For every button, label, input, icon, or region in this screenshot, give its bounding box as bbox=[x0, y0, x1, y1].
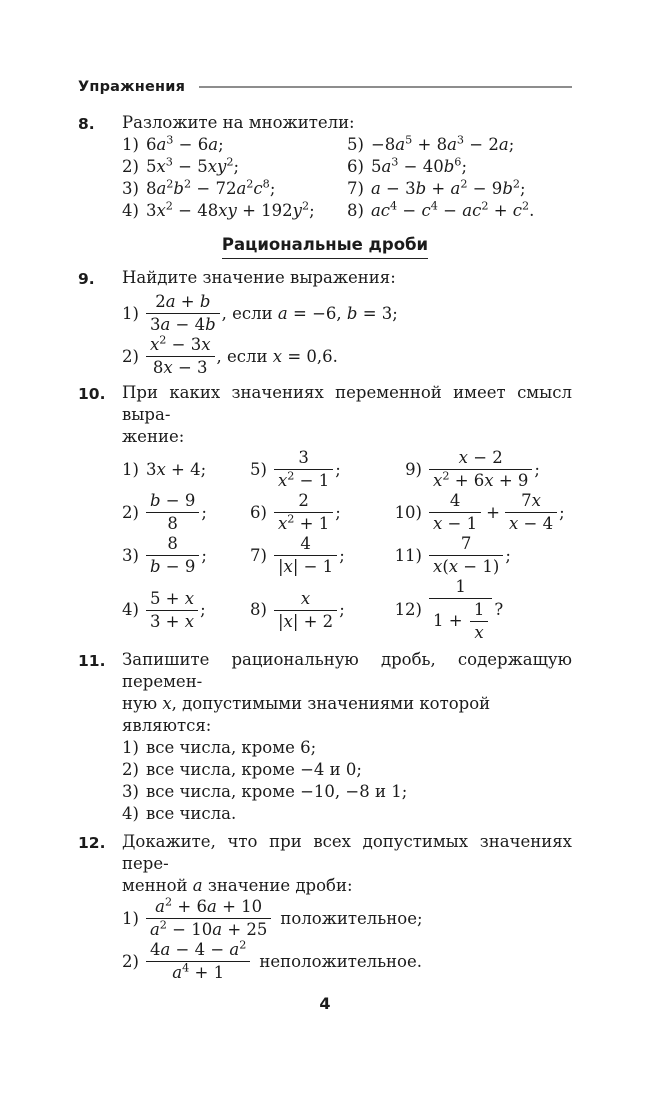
item-label: 7) bbox=[347, 179, 364, 198]
item-punctuation: ; bbox=[201, 545, 207, 565]
exercise-item bbox=[122, 737, 572, 759]
fraction-numerator: 8 bbox=[146, 534, 199, 556]
exercise-item bbox=[388, 534, 572, 577]
item-label: 8) bbox=[347, 201, 364, 220]
fraction-numerator: 2 bbox=[274, 491, 333, 513]
exercise-item bbox=[122, 178, 347, 200]
problem-8-right-column bbox=[347, 134, 572, 222]
exercise-item bbox=[122, 803, 572, 825]
exercise-item bbox=[122, 534, 250, 577]
math-expression: $3x^2 - 48xy + 192y^2$; bbox=[145, 199, 315, 220]
exercise-item bbox=[347, 200, 572, 222]
problem-title-line: жение: bbox=[122, 427, 185, 446]
math-expression: 3x + 4; bbox=[145, 459, 207, 479]
exercise-item bbox=[122, 134, 347, 156]
item-text: неположительное. bbox=[259, 951, 422, 971]
problem-title-line: Запишите рациональную дробь, содержащую перемен- bbox=[122, 650, 572, 691]
item-label: 1) bbox=[122, 303, 139, 323]
fraction-numerator: 1 bbox=[470, 600, 489, 622]
fraction-numerator: 1 bbox=[429, 577, 492, 599]
problem-title: Найдите значение выражения: bbox=[122, 268, 396, 287]
fraction-numerator: b − 9 bbox=[146, 491, 199, 513]
fraction-numerator: $x^2 - 3x$ bbox=[146, 335, 215, 357]
fraction-numerator: 3 bbox=[274, 448, 333, 470]
fraction bbox=[429, 577, 492, 643]
problem-8-items bbox=[122, 134, 572, 222]
page-footer bbox=[78, 983, 572, 1099]
fraction bbox=[505, 491, 557, 534]
item-label: 3) bbox=[122, 545, 139, 565]
fraction-numerator: 2a + b bbox=[146, 292, 220, 314]
fraction-denominator: $x^2 + 1$ bbox=[277, 512, 330, 533]
exercise-item bbox=[250, 448, 388, 491]
exercise-item bbox=[250, 589, 388, 632]
item-label: 4) bbox=[122, 201, 139, 220]
exercise-item bbox=[122, 781, 572, 803]
fraction bbox=[146, 292, 220, 335]
fraction bbox=[274, 534, 337, 577]
fraction-denominator: $a^2 - 10a + 25$ bbox=[149, 918, 268, 939]
item-label: 4) bbox=[122, 600, 139, 619]
fraction-numerator: $a^2 + 6a + 10$ bbox=[146, 897, 271, 919]
item-punctuation: ; bbox=[200, 600, 206, 619]
math-expression: $-8a^5 + 8a^3 - 2a$; bbox=[370, 133, 515, 154]
fraction bbox=[146, 940, 250, 983]
exercise-item bbox=[122, 451, 250, 489]
fraction bbox=[146, 534, 199, 577]
problem-8-left-column bbox=[122, 134, 347, 222]
item-label: 8) bbox=[250, 600, 267, 619]
fraction-denominator: x bbox=[474, 623, 484, 642]
item-text: все числа. bbox=[145, 804, 237, 823]
item-punctuation: ; bbox=[505, 545, 511, 565]
item-text: все числа, кроме −4 и 0; bbox=[145, 760, 362, 779]
math-expression: $a - 3b + a^2 - 9b^2$; bbox=[370, 177, 526, 198]
item-label: 12) bbox=[394, 600, 422, 619]
exercise-item bbox=[122, 200, 347, 222]
exercise-item bbox=[122, 589, 250, 632]
fraction-denominator bbox=[429, 599, 492, 643]
nested-fraction bbox=[470, 600, 489, 643]
item-label: 2) bbox=[122, 346, 139, 366]
exercise-item bbox=[122, 156, 347, 178]
exercise-item bbox=[122, 491, 250, 534]
item-label: 1) bbox=[122, 135, 139, 154]
fraction-denominator: $x^2 - 1$ bbox=[277, 469, 330, 490]
page-number: 4 bbox=[319, 994, 331, 1013]
exercise-item bbox=[347, 156, 572, 178]
fraction-numerator: x bbox=[274, 589, 337, 611]
exercise-item bbox=[122, 759, 572, 781]
item-punctuation: ; bbox=[339, 600, 345, 619]
item-label: 2) bbox=[122, 502, 139, 522]
item-label: 4) bbox=[122, 804, 139, 823]
item-label: 5) bbox=[250, 459, 267, 479]
page-header bbox=[78, 76, 572, 98]
item-label: 1) bbox=[122, 459, 139, 479]
item-label: 6) bbox=[347, 157, 364, 176]
problem-number: 10. bbox=[78, 385, 106, 403]
problem-number: 8. bbox=[78, 115, 95, 133]
item-label: 1) bbox=[122, 908, 139, 928]
item-label: 3) bbox=[122, 782, 139, 801]
item-label: 10) bbox=[394, 502, 422, 522]
fraction-numerator: $4a - 4 - a^2$ bbox=[146, 940, 250, 962]
problem-8 bbox=[78, 112, 572, 222]
fraction bbox=[146, 589, 198, 632]
fraction-numerator: 4 bbox=[429, 491, 481, 513]
item-label: 9) bbox=[405, 459, 422, 479]
exercise-item bbox=[347, 178, 572, 200]
item-label: 11) bbox=[394, 545, 422, 565]
exercise-item bbox=[388, 491, 572, 534]
item-condition: , если x = 0,6. bbox=[216, 346, 338, 366]
fraction bbox=[274, 589, 337, 632]
exercise-item bbox=[122, 292, 572, 335]
math-expression: $5x^3 - 5xy^2$; bbox=[145, 155, 240, 176]
fraction bbox=[429, 448, 532, 491]
problem-11 bbox=[78, 649, 572, 825]
problem-10-items bbox=[122, 448, 572, 643]
item-label: 1) bbox=[122, 738, 139, 757]
fraction-denominator: x(x − 1) bbox=[433, 557, 500, 576]
section-heading bbox=[78, 234, 572, 259]
fraction-denominator: |x| + 2 bbox=[277, 611, 334, 631]
fraction-numerator: 5 + x bbox=[146, 589, 198, 611]
fraction-numerator: 7x bbox=[505, 491, 557, 513]
exercise-item bbox=[122, 940, 572, 983]
item-label: 7) bbox=[250, 545, 267, 565]
exercise-item bbox=[122, 335, 572, 378]
fraction bbox=[429, 491, 481, 534]
problem-title-line: ную x, допустимыми значениями которой являются: bbox=[122, 694, 491, 735]
problem-title: Разложите на множители: bbox=[122, 113, 355, 132]
item-punctuation: ? bbox=[494, 600, 504, 619]
problem-9 bbox=[78, 267, 572, 378]
fraction-denominator: $x^2 + 6x + 9$ bbox=[433, 469, 529, 490]
item-label: 2) bbox=[122, 157, 139, 176]
exercise-item bbox=[388, 448, 572, 491]
problem-10 bbox=[78, 382, 572, 643]
fraction-denominator: $a^4 + 1$ bbox=[172, 961, 225, 982]
item-punctuation: ; bbox=[335, 502, 341, 522]
exercise-item bbox=[250, 491, 388, 534]
header-rule bbox=[199, 86, 572, 88]
math-expression: $8a^2b^2 - 72a^2c^8$; bbox=[145, 177, 276, 198]
item-text: все числа, кроме −10, −8 и 1; bbox=[145, 782, 408, 801]
item-label: 2) bbox=[122, 951, 139, 971]
fraction-denominator: 3a − 4b bbox=[149, 315, 216, 334]
item-label: 5) bbox=[347, 135, 364, 154]
math-expression: $ac^4 - c^4 - ac^2 + c^2$. bbox=[370, 199, 535, 220]
item-punctuation: ; bbox=[335, 459, 341, 479]
exercise-item bbox=[388, 577, 572, 643]
problem-number: 11. bbox=[78, 652, 106, 670]
problem-number: 9. bbox=[78, 270, 95, 288]
problem-title-line: менной a значение дроби: bbox=[122, 876, 353, 895]
problem-12 bbox=[78, 831, 572, 983]
item-punctuation: ; bbox=[534, 459, 540, 479]
item-punctuation: ; bbox=[339, 545, 345, 565]
item-condition: , если a = −6, b = 3; bbox=[221, 303, 398, 323]
fraction-denominator: 3 + x bbox=[149, 611, 195, 631]
problem-title-line: Докажите, что при всех допустимых значениях пере- bbox=[122, 832, 572, 873]
math-expression: $6a^3 - 6a$; bbox=[145, 133, 224, 154]
problem-number: 12. bbox=[78, 834, 106, 852]
fraction-denominator: b − 9 bbox=[149, 557, 196, 576]
fraction bbox=[146, 335, 215, 378]
item-text: все числа, кроме 6; bbox=[145, 738, 317, 757]
fraction-numerator: 4 bbox=[274, 534, 337, 556]
fraction bbox=[274, 491, 333, 534]
item-punctuation: ; bbox=[201, 502, 207, 522]
fraction-denominator: x − 4 bbox=[508, 514, 554, 533]
fraction bbox=[146, 897, 271, 940]
section-title: Рациональные дроби bbox=[222, 234, 428, 259]
item-text: положительное; bbox=[280, 908, 423, 928]
exercise-item bbox=[122, 897, 572, 940]
denominator-text: 1 + bbox=[433, 611, 468, 630]
item-punctuation: ; bbox=[559, 502, 565, 522]
fraction-numerator: 7 bbox=[429, 534, 503, 556]
fraction-denominator: 8x − 3 bbox=[152, 358, 208, 377]
plus-operator: + bbox=[486, 502, 500, 522]
math-expression: $5a^3 - 40b^6$; bbox=[370, 155, 467, 176]
page-header-title: Упражнения bbox=[78, 79, 186, 95]
fraction bbox=[274, 448, 333, 491]
fraction bbox=[429, 534, 503, 577]
fraction-denominator: x − 1 bbox=[433, 514, 478, 533]
fraction-denominator: |x| − 1 bbox=[277, 557, 334, 576]
item-label: 3) bbox=[122, 179, 139, 198]
item-label: 2) bbox=[122, 760, 139, 779]
exercise-item bbox=[250, 534, 388, 577]
fraction-numerator: x − 2 bbox=[429, 448, 532, 470]
fraction bbox=[146, 491, 199, 534]
exercise-item bbox=[347, 134, 572, 156]
item-label: 6) bbox=[250, 502, 267, 522]
problem-title-line: При каких значениях переменной имеет смысл выра- bbox=[122, 383, 572, 424]
fraction-denominator: 8 bbox=[167, 514, 178, 533]
